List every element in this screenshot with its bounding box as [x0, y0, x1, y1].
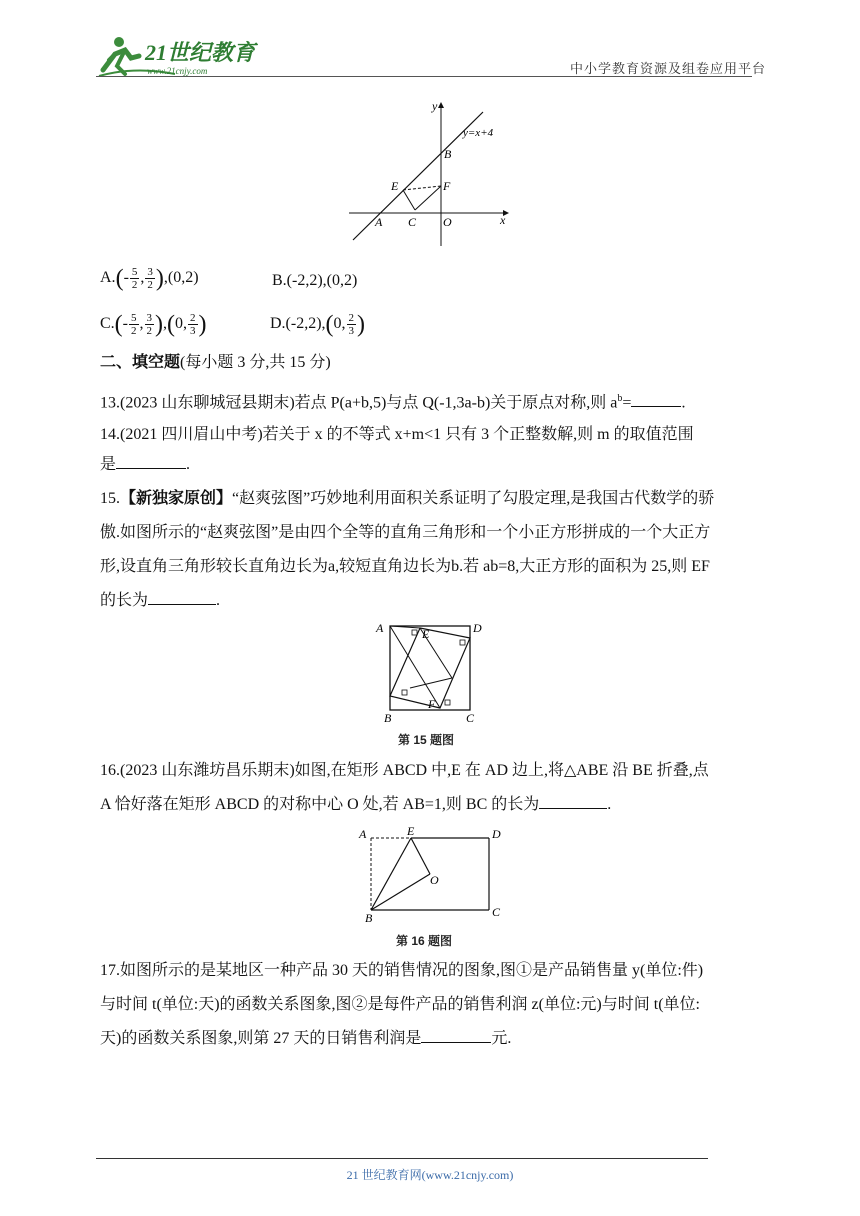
section-heading: 二、填空题(每小题 3 分,共 15 分)	[100, 354, 331, 371]
question-14-line1: 14.(2021 四川眉山中考)若关于 x 的不等式 x+m<1 只有 3 个正整数解,则 m 的取值范围	[100, 426, 694, 443]
segment-bo	[371, 874, 430, 910]
header-divider	[96, 76, 752, 77]
site-logo	[95, 30, 265, 80]
logo-text: 21世纪教育	[145, 40, 256, 65]
option-c: C.(- $\frac{5}{2}$ , $\frac{3}{2}$ ),(0, $\frac{2}{3}$ )	[100, 311, 207, 338]
label-f: F	[443, 179, 451, 193]
label-e: E	[391, 179, 399, 193]
question-16-line1: 16.(2023 山东潍坊昌乐期末)如图,在矩形 ABCD 中,E 在 AD 边上,将△ABE 沿 BE 折叠,点	[100, 762, 709, 779]
label-d: D	[492, 827, 501, 841]
logo-url: www.21cnjy.com	[147, 66, 208, 76]
label-f: F	[428, 697, 436, 711]
label-e: E	[407, 824, 415, 838]
label-y: y	[432, 100, 438, 113]
label-e: E	[422, 627, 430, 641]
label-b: B	[444, 147, 452, 161]
segment-be	[371, 838, 411, 910]
label-c: C	[466, 711, 475, 724]
label-a: A	[359, 827, 367, 841]
label-a: A	[376, 621, 384, 635]
line-equation-label: y=x+4	[463, 127, 494, 139]
label-d: D	[473, 621, 482, 635]
question-16-line2: A 恰好落在矩形 ABCD 的对称中心 O 处,若 AB=1,则 BC 的长为 .	[100, 796, 612, 813]
footer-text: 21 世纪教育网(www.21cnjy.com)	[346, 1168, 514, 1182]
site-tagline: 中小学教育资源及组卷应用平台	[570, 61, 767, 76]
q15-zhaoshuang-figure	[372, 618, 488, 724]
segment-eo	[411, 838, 430, 874]
label-a: A	[375, 215, 383, 229]
question-17-line1: 17.如图所示的是某地区一种产品 30 天的销售情况的图象,图①是产品销售量 y(单位:件)	[100, 962, 704, 979]
y-axis-arrow-icon	[438, 102, 444, 108]
label-x: x	[500, 213, 506, 227]
label-b: B	[384, 711, 392, 724]
question-17-line2: 与时间 t(单位:天)的函数关系图象,图②是每件产品的销售利润 z(单位:元)与时间 t(单位:	[100, 996, 700, 1013]
answer-blank-14[interactable]	[116, 454, 186, 469]
question-15-line2: 傲.如图所示的“赵爽弦图”是由四个全等的直角三角形和一个小正方形拼成的一个大正方	[100, 524, 711, 541]
option-a: A.(- $\frac{5}{2}$ , $\frac{3}{2}$ ),(0,2)	[100, 265, 199, 292]
segment-cf	[415, 186, 441, 210]
question-15-line1: 15.【新独家原创】“赵爽弦图”巧妙地利用面积关系证明了勾股定理,是我国古代数学的骄	[100, 490, 715, 507]
answer-blank-13[interactable]	[631, 392, 681, 407]
answer-blank-17[interactable]	[421, 1028, 491, 1043]
question-14-line2: 是 .	[100, 456, 191, 473]
label-c: C	[408, 215, 417, 229]
figure-16-caption: 第 16 题图	[396, 934, 453, 948]
question-15-line3: 形,设直角三角形较长直角边长为a,较短直角边长为b.若 ab=8,大正方形的面积为 25,则 EF	[100, 558, 710, 575]
question-13: 13.(2023 山东聊城冠县期末)若点 P(a+b,5)与点 Q(-1,3a-b)关于原点对称,则 $a^b=$ .	[100, 393, 686, 412]
question-17-line3: 天)的函数关系图象,则第 27 天的日销售利润是 元.	[100, 1030, 512, 1047]
question-15-line4: 的长为 .	[100, 592, 221, 609]
option-d: D.(-2,2),(0, $\frac{2}{3}$ )	[270, 311, 366, 338]
runner-logo-icon	[95, 30, 265, 80]
q12-figure	[345, 100, 515, 248]
label-c: C	[492, 905, 501, 919]
figure-15-caption: 第 15 题图	[398, 733, 455, 747]
option-b: B.(-2,2),(0,2)	[272, 272, 358, 289]
inner-tilted-square	[390, 628, 470, 708]
answer-blank-16[interactable]	[539, 794, 607, 809]
footer-divider	[96, 1158, 708, 1159]
label-o: O	[430, 873, 439, 887]
segment-ef-dashed	[403, 186, 441, 190]
q16-rectangle-figure	[355, 822, 505, 926]
segment-ec	[403, 190, 415, 210]
label-b: B	[365, 911, 373, 925]
label-o: O	[443, 215, 452, 229]
answer-blank-15[interactable]	[148, 590, 216, 605]
